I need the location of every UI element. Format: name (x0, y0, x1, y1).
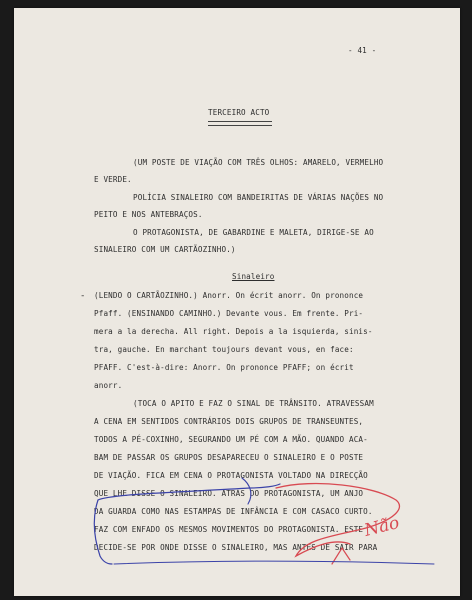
text-line: DECIDE-SE POR ONDE DISSE O SINALEIRO, MAS ANTES DE SAIR PARA (94, 543, 378, 552)
text-line: (UM POSTE DE VIAÇÃO COM TRÊS OLHOS: AMARELO, VERMELHO (133, 158, 384, 167)
text-line: (TOCA O APITO E FAZ O SINAL DE TRÂNSITO. ATRAVESSAM (133, 399, 374, 408)
handwritten-note: Não (362, 512, 402, 541)
text-line: E VERDE. (94, 175, 132, 184)
page-number: - 41 - (348, 46, 377, 55)
text-line: anorr. (94, 381, 123, 390)
text-line: TODOS A PÉ-COXINHO, SEGURANDO UM PÉ COM A MÃO. QUANDO ACA- (94, 435, 368, 444)
blue-pen-bracket (98, 484, 280, 500)
text-line: O PROTAGONISTA, DE GABARDINE E MALETA, DIRIGE-SE AO (133, 228, 374, 237)
text-line: DE VIAÇÃO. FICA EM CENA O PROTAGONISTA VOLTADO NA DIRECÇÃO (94, 471, 368, 480)
text-line: FAZ COM ENFADO OS MESMOS MOVIMENTOS DO PROTAGONISTA. ESTE (94, 525, 364, 534)
blue-pen-curve (94, 500, 112, 564)
text-line: PEITO E NOS ANTEBRAÇOS. (94, 210, 203, 219)
text-line: mera a la derecha. All right. Depois a la isquierda, sinis- (94, 327, 373, 336)
text-line: (LENDO O CARTÃOZINHO.) Anorr. On écrit anorr. On prononce (94, 291, 364, 300)
blue-pen-hook (242, 478, 251, 504)
text-line: QUE LHE DISSE O SINALEIRO. ATRÁS DO PROTAGONISTA, UM ANJO (94, 489, 364, 498)
speaker-name: Sinaleiro (232, 272, 275, 281)
act-heading: TERCEIRO ACTO (208, 108, 270, 117)
margin-dash-mark: - (80, 291, 86, 301)
text-line: POLÍCIA SINALEIRO COM BANDEIRITAS DE VÁRIAS NAÇÕES NO (133, 193, 384, 202)
typewritten-page (14, 8, 460, 596)
text-line: BAM DE PASSAR OS GRUPOS DESAPARECEU O SINALEIRO E O POSTE (94, 453, 364, 462)
text-line: PFAFF. C'est-à-dire: Anorr. On prononce PFAFF; on écrit (94, 363, 354, 372)
text-line: Pfaff. (ENSINANDO CAMINHO.) Devante vous. Em frente. Pri- (94, 309, 364, 318)
text-line: SINALEIRO COM UM CARTÃOZINHO.) (94, 245, 236, 254)
blue-pen-underline (114, 561, 434, 564)
pen-annotations (14, 8, 460, 596)
text-line: A CENA EM SENTIDOS CONTRÁRIOS DOIS GRUPOS DE TRANSEUNTES, (94, 417, 364, 426)
text-line: tra, gauche. En marchant toujours devant vous, en face: (94, 345, 354, 354)
text-line: DA GUARDA COMO NAS ESTAMPAS DE INFÂNCIA E COM CASACO CURTO. (94, 507, 373, 516)
